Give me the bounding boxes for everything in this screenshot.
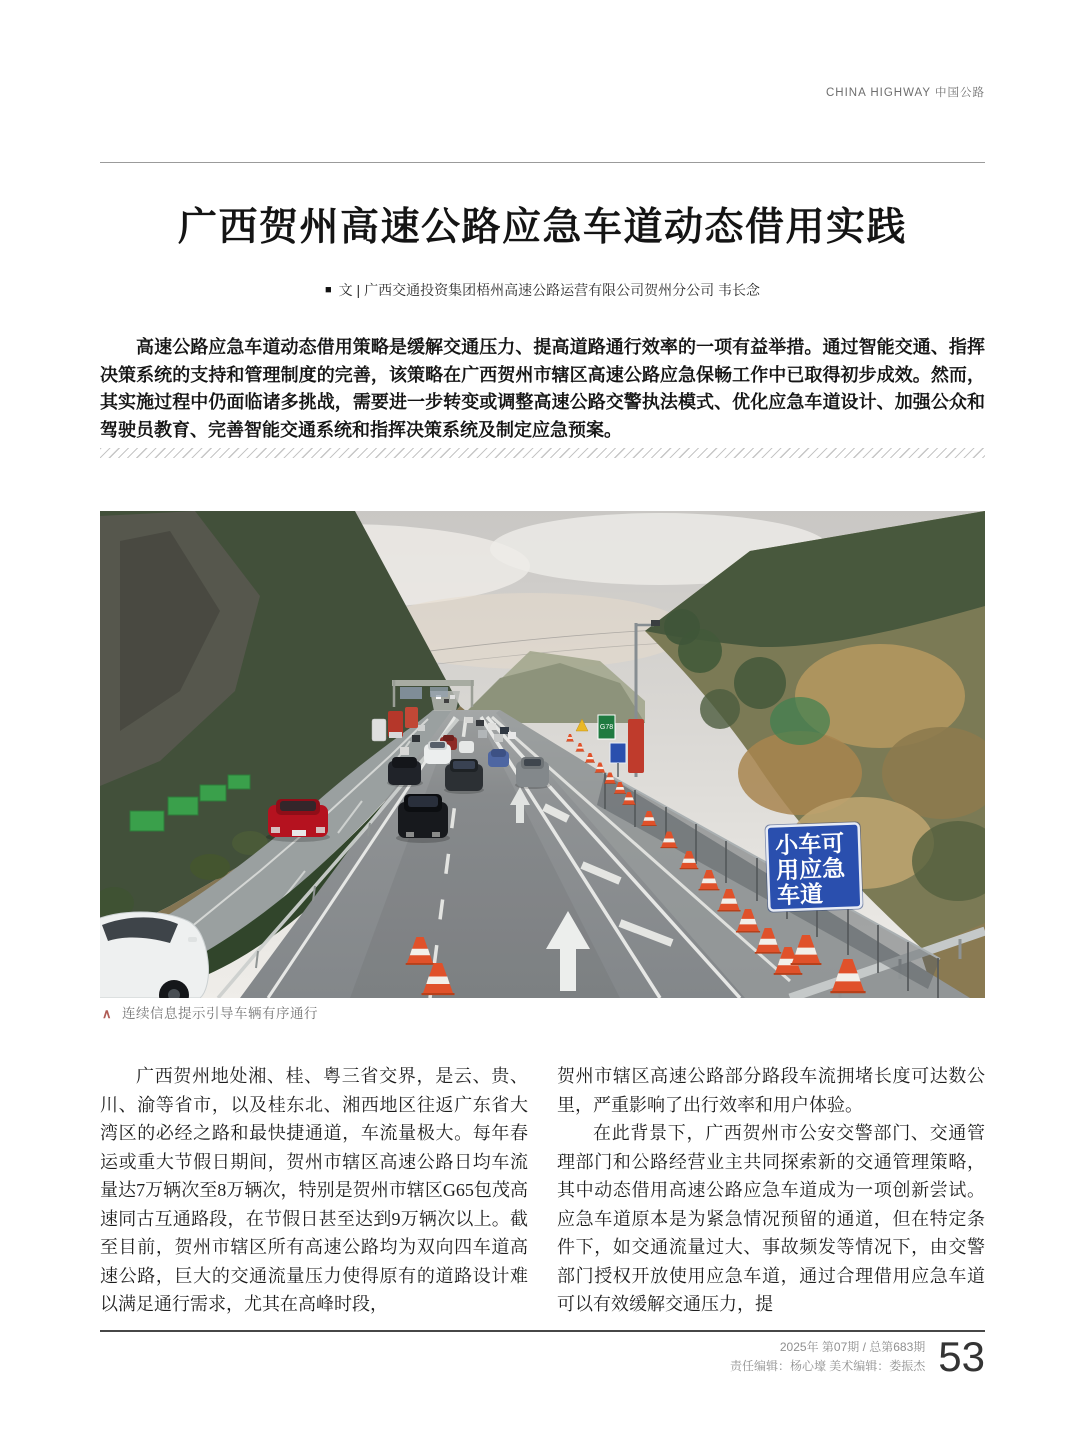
paragraph: 在此背景下，广西贺州市公安交警部门、交通管理部门和公路经营业主共同探索新的交通管理策略，其中动态借用高速公路应急车道成为一项创新尝试。应急车道原本是为紧急情况预留的通道，但在特定条件下，如交通流量过大、事故频发等情况下，由交警部门授权开放使用应急车道，通过合理借用应急车道可以有效缓解交通压力，提 bbox=[557, 1123, 985, 1314]
caption-text: 连续信息提示引导车辆有序通行 bbox=[122, 1006, 319, 1021]
footer bbox=[100, 1333, 985, 1380]
abstract: 高速公路应急车道动态借用策略是缓解交通压力、提高道路通行效率的一项有益举措。通过智能交通、指挥决策系统的支持和管理制度的完善，该策略在广西贺州市辖区高速公路应急保畅工作中已取得初步成效。然而，其实施过程中仍面临诸多挑战，需要进一步转变或调整高速公路交警执法模式、优化应急车道设计、加强公众和驾驶员教育、完善智能交通系统和指挥决策系统及制定应急预案。 bbox=[100, 337, 985, 440]
byline-square-icon: ■ bbox=[325, 284, 332, 296]
byline bbox=[100, 280, 985, 300]
car-gray-sedan bbox=[515, 757, 551, 789]
car-dark-suv bbox=[444, 759, 484, 794]
paragraph: 贺州市辖区高速公路部分路段车流拥堵长度可达数公里，严重影响了出行效率和用户体验。 bbox=[557, 1066, 985, 1115]
byline-text: 文 | 广西交通投资集团梧州高速公路运营有限公司贺州分公司 韦长念 bbox=[338, 282, 760, 298]
footer-rule bbox=[100, 1330, 985, 1332]
highway-photo bbox=[100, 511, 985, 998]
car-red-sedan bbox=[266, 799, 330, 842]
g78-sign-label: G78 bbox=[599, 724, 614, 731]
sign-line-2: 用应急 bbox=[775, 854, 846, 884]
hatch-divider bbox=[100, 448, 985, 458]
emergency-lane-sign bbox=[764, 821, 863, 912]
caption-caret-icon: ∧ bbox=[102, 1006, 113, 1021]
footer-text bbox=[730, 1338, 925, 1376]
photo-caption bbox=[102, 1002, 318, 1022]
page-number: 53 bbox=[938, 1333, 985, 1380]
body-columns bbox=[100, 1062, 985, 1319]
sign-line-1: 小车可 bbox=[774, 829, 845, 859]
car-white-suv bbox=[424, 741, 451, 764]
editors-info: 责任编辑：杨心壕 美术编辑：娄振杰 bbox=[729, 1359, 926, 1373]
top-rule bbox=[100, 162, 985, 163]
car-black-suv bbox=[396, 794, 450, 843]
g78-sign bbox=[598, 715, 615, 739]
masthead: CHINA HIGHWAY 中国公路 bbox=[826, 87, 985, 99]
car-blue-sedan bbox=[488, 749, 509, 767]
car-black-sedan bbox=[387, 757, 423, 787]
car-white-foreground bbox=[100, 912, 209, 998]
sign-line-3: 车道 bbox=[776, 880, 824, 909]
paragraph: 广西贺州地处湘、桂、粤三省交界，是云、贵、川、渝等省市，以及桂东北、湘西地区往返广东省大湾区的必经之路和最快捷通道，车流量极大。每年春运或重大节假日期间，贺州市辖区高速公路日均车流量达7万辆次至8万辆次，特别是贺州市辖区G65包茂高速同古互通路段，在节假日甚至达到9万辆次以上。截至目前，贺州市辖区所有高速公路均为双向四车道高速公路，巨大的交通流量压力使得原有的道路设计难以满足通行需求，尤其在高峰时段， bbox=[100, 1066, 528, 1314]
article-title: 广西贺州高速公路应急车道动态借用实践 bbox=[177, 206, 907, 249]
left-column bbox=[100, 1062, 528, 1319]
highway-photo-illustration bbox=[100, 511, 985, 998]
issue-info: 2025年 第07期 / 总第683期 bbox=[779, 1340, 926, 1354]
car-white-small bbox=[459, 741, 474, 753]
right-column bbox=[557, 1062, 985, 1319]
